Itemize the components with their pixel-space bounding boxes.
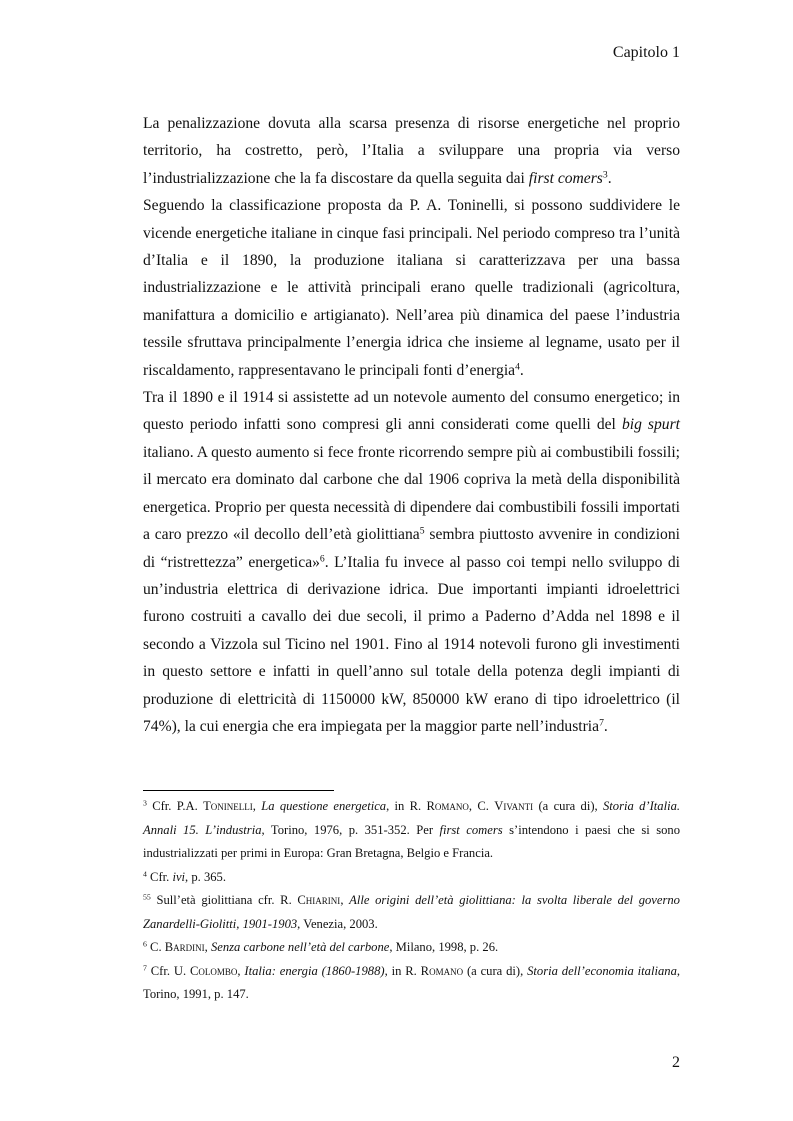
text: , [340, 893, 350, 907]
footnote-number: 55 [143, 892, 151, 902]
text: Cfr. [146, 869, 173, 884]
italic-term: big spurt [621, 416, 680, 434]
author-name: Toninelli [203, 799, 253, 813]
footnote-separator [143, 790, 334, 791]
text: Tra il 1890 e il 1914 si assistette ad un notevole aumento del consumo energetico; in questo periodo infatti sono compresi gli anni considerati come quelli del [143, 389, 680, 434]
footnote-ref[interactable]: 5 [419, 525, 425, 537]
text: (a cura di), [463, 963, 528, 978]
italic-term: first comers [439, 822, 503, 837]
text: , [252, 799, 262, 813]
author-name: Bardini [164, 940, 205, 954]
footnote-6 [143, 936, 680, 960]
work-title: Alle origini dell’età giolittiana: la svolta liberale del governo Zanardelli-Giolitti, 1901-1903 [143, 893, 680, 931]
page-number: 2 [672, 1054, 680, 1071]
author-name: Vivanti [494, 799, 534, 813]
text: . [603, 717, 608, 735]
text: italiano. A questo aumento si fece fronte ricorrendo sempre più ai combustibili fossili; il mercato era dominato dal carbone che dal 1906 copriva la metà della disponibilità energetica. Proprio per questa necessità di dipendere dai combustibili fossili importati a caro prezzo «il decollo dell’età giolittiana [143, 443, 680, 544]
text: , [204, 940, 211, 954]
work-title: Senza carbone nell’età del carbone [210, 940, 390, 954]
footnote-ref[interactable]: 4 [515, 361, 520, 373]
text: Cfr. P.A. [146, 799, 204, 813]
text: , Milano, 1998, p. 26. [389, 940, 499, 954]
footnote-5 [143, 889, 680, 936]
text: Cfr. U. [146, 963, 190, 978]
footnote-number: 6 [143, 939, 147, 949]
author-name: Colombo [189, 963, 238, 978]
paragraph-3 [143, 384, 680, 740]
italic-term: first comers [528, 169, 603, 187]
text: La penalizzazione dovuta alla scarsa presenza di risorse energetiche nel proprio territorio, ha costretto, però, l’Italia a sviluppare una propria via verso l’industrializzazione che la fa discostare da quella seguita dai [143, 115, 680, 187]
work-title: Storia d’Italia. Annali 15. L’industria [143, 799, 681, 837]
text: . [519, 361, 524, 379]
footnote-number: 7 [143, 963, 147, 973]
footnote-ref[interactable]: 6 [319, 553, 325, 565]
text: , p. 365. [185, 869, 226, 884]
text: . L’Italia fu invece al passo coi tempi nello sviluppo di un’industria elettrica di derivazione idrica. Due importanti impianti idroelettrici furono costruiti a cavallo dei due secoli, il primo a Paderno d’Adda nel 1898 e il secondo a Vizzola sul Ticino nel 1901. Fino al 1914 notevoli furono gli investimenti in questo settore e infatti in quell’anno sul totale della potenza degli impianti di produzione di elettricità di 1150000 kW, 850000 kW erano di tipo idroelettrico (il 74%), la cui energia che era impiegata per la maggior parte nell’industria [143, 553, 680, 735]
chapter-header: Capitolo 1 [612, 44, 680, 61]
text: . [607, 169, 612, 187]
paragraph-2 [143, 192, 680, 384]
text: Sull’età giolittiana cfr. R. [150, 893, 298, 907]
author-name: Chiarini [297, 893, 341, 907]
text: sembra piuttosto avvenire in condizioni di “ristrettezza” energetica» [143, 526, 680, 571]
footnote-3 [143, 795, 680, 866]
paragraph-1 [143, 110, 680, 192]
author-name: Romano [420, 963, 464, 978]
text: Seguendo la classificazione proposta da P. A. Toninelli, si possono suddividere le vicende energetiche italiane in cinque fasi principali. Nel periodo compreso tra l’unità d’Italia e il 1890, la produzione italiana si caratterizzava per una bassa industrializzazione e le attività principali erano quelle tradizionali (agricoltura, manifattura a domicilio e artigianato). Nell’area più dinamica del paese l’industria tessile sfruttava principalmente l’energia idrica che insieme al legname, usato per il riscaldamento, rappresentavano le principali fonti d’energia [143, 197, 680, 379]
text: (a cura di), [533, 799, 603, 813]
text: , in R. [386, 799, 427, 813]
work-title: La questione energetica [261, 799, 387, 813]
text: , Torino, 1991, p. 147. [143, 963, 681, 1001]
footnote-number: 4 [143, 869, 147, 879]
text: , C. [468, 799, 495, 813]
text: s’intendono i paesi che si sono industrializzati per primi in Europa: Gran Bretagna, Belgio e Francia. [143, 822, 680, 860]
text: , Torino, 1976, p. 351-352. Per [261, 822, 440, 837]
work-title: Storia dell’economia italiana [527, 963, 677, 978]
work-title: Italia: energia (1860-1988) [244, 963, 385, 978]
author-name: Romano [426, 799, 469, 813]
text: , [237, 963, 245, 978]
footnote-number: 3 [143, 798, 147, 808]
footnotes [143, 795, 680, 1007]
footnote-ref[interactable]: 3 [602, 169, 608, 181]
text: C. [146, 940, 165, 954]
main-text [143, 110, 680, 740]
footnote-ref[interactable]: 7 [599, 717, 604, 729]
italic-term: ivi [172, 869, 186, 884]
footnote-4 [143, 866, 680, 890]
text: , Venezia, 2003. [297, 916, 378, 931]
footnote-7 [143, 960, 680, 1007]
text: , in R. [384, 963, 421, 978]
